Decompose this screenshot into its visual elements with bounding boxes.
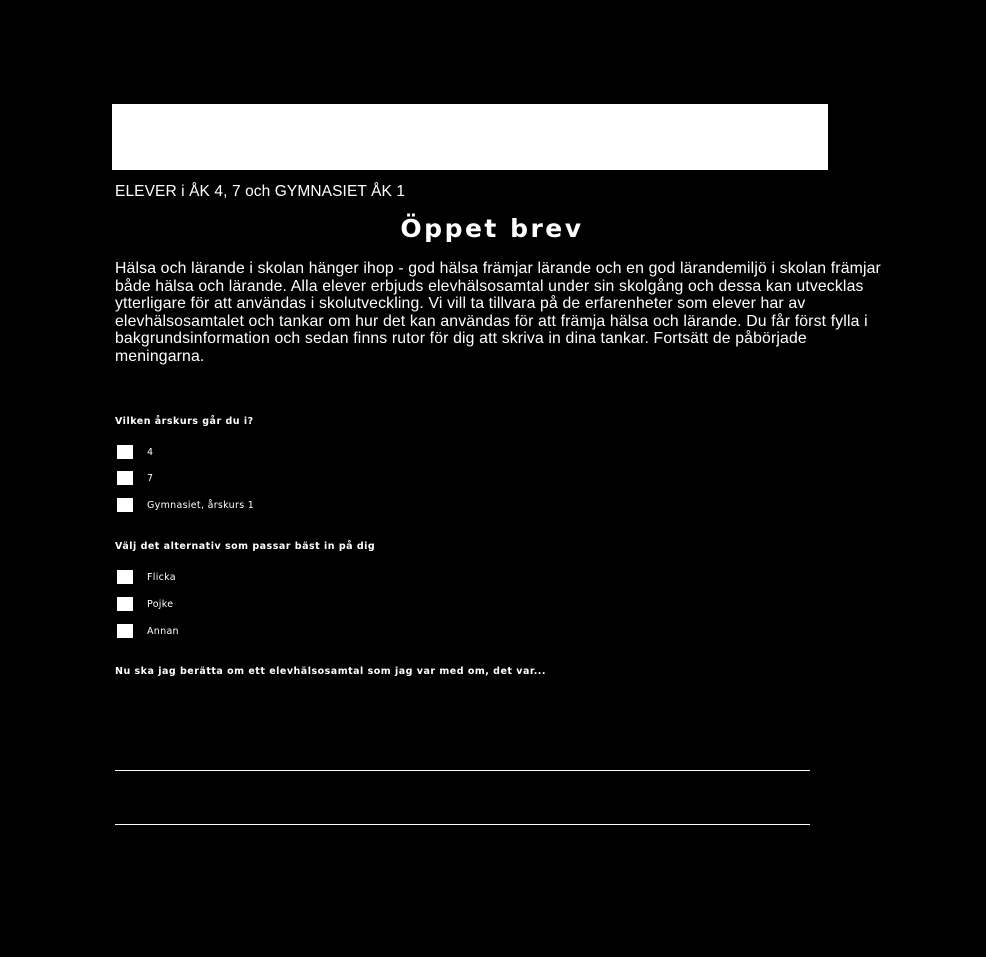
option-label: 4 <box>147 446 154 458</box>
question-gender: Välj det alternativ som passar bäst in på dig <box>115 541 376 552</box>
sentence-prompt: Nu ska jag berätta om ett elevhälsosamtal som jag var med om, det var... <box>115 666 547 677</box>
option-grade-gymnasiet[interactable] <box>117 498 254 512</box>
option-gender-flicka[interactable] <box>117 570 176 584</box>
checkbox[interactable] <box>117 471 133 485</box>
option-label: Flicka <box>147 571 176 583</box>
answer-line[interactable] <box>115 824 810 825</box>
answer-line[interactable] <box>115 770 810 771</box>
checkbox[interactable] <box>117 597 133 611</box>
page-title: Öppet brev <box>400 214 584 243</box>
checkbox[interactable] <box>117 624 133 638</box>
option-label: Gymnasiet, årskurs 1 <box>147 499 255 511</box>
header-box <box>112 104 828 170</box>
option-label: Pojke <box>147 598 174 610</box>
option-gender-annan[interactable] <box>117 624 179 638</box>
checkbox[interactable] <box>117 498 133 512</box>
option-grade-7[interactable] <box>117 471 153 485</box>
intro-paragraph: Hälsa och lärande i skolan hänger ihop - god hälsa främjar lärande och en god lärandemiljö i skolan främjar både hälsa och lärande. Alla elever erbjuds elevhälsosamtal under sin skolgång och dessa kan utvecklas ytterligare för att användas i skolutveckling. Vi vill ta tillvara på de erfarenheter som elever har av elevhälsosamtalet och tankar om hur det kan användas för att främja hälsa och lärande. Du får först fylla i bakgrundsinformation och sedan finns rutor för dig att skriva in dina tankar. Fortsätt de påbörjade meningarna. <box>115 260 881 365</box>
question-grade: Vilken årskurs går du i? <box>115 416 254 427</box>
option-label: Annan <box>147 625 179 637</box>
grade-line: ELEVER i ÅK 4, 7 och GYMNASIET ÅK 1 <box>115 183 406 200</box>
option-grade-4[interactable] <box>117 445 153 459</box>
checkbox[interactable] <box>117 570 133 584</box>
option-gender-pojke[interactable] <box>117 597 173 611</box>
checkbox[interactable] <box>117 445 133 459</box>
option-label: 7 <box>147 472 154 484</box>
